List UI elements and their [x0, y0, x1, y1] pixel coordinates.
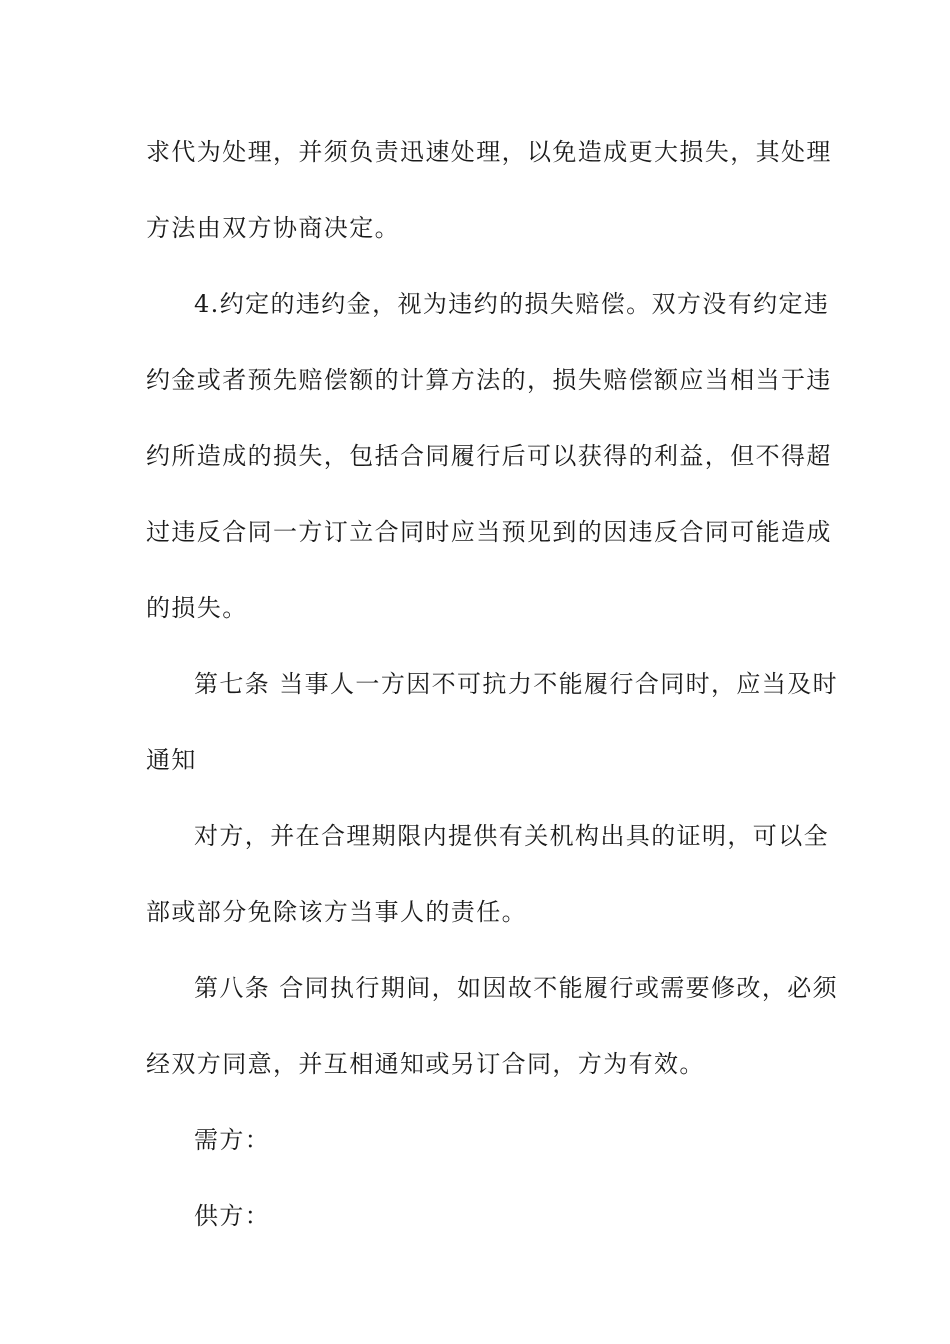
paragraph-line: 通知: [146, 746, 197, 774]
paragraph-line: 方法由双方协商决定。: [146, 214, 400, 242]
paragraph-line: 4.约定的违约金，视为违约的损失赔偿。双方没有约定违: [194, 290, 830, 318]
paragraph-line: 过违反合同一方订立合同时应当预见到的因违反合同可能造成: [146, 518, 832, 546]
article-seven-heading: 第七条 当事人一方因不可抗力不能履行合同时，应当及时: [194, 670, 839, 698]
paragraph-line: 约所造成的损失，包括合同履行后可以获得的利益，但不得超: [146, 442, 832, 470]
paragraph-line: 的损失。: [146, 594, 248, 622]
paragraph-line: 部或部分免除该方当事人的责任。: [146, 898, 527, 926]
supplier-signature-label: 供方：: [194, 1202, 271, 1230]
paragraph-line: 约金或者预先赔偿额的计算方法的，损失赔偿额应当相当于违: [146, 366, 832, 394]
paragraph-line: 对方，并在合理期限内提供有关机构出具的证明，可以全: [194, 822, 829, 850]
paragraph-line: 经双方同意，并互相通知或另订合同，方为有效。: [146, 1050, 705, 1078]
paragraph-line: 求代为处理，并须负责迅速处理，以免造成更大损失，其处理: [146, 138, 832, 166]
buyer-signature-label: 需方：: [194, 1126, 271, 1154]
article-eight-heading: 第八条 合同执行期间，如因故不能履行或需要修改，必须: [194, 974, 839, 1002]
